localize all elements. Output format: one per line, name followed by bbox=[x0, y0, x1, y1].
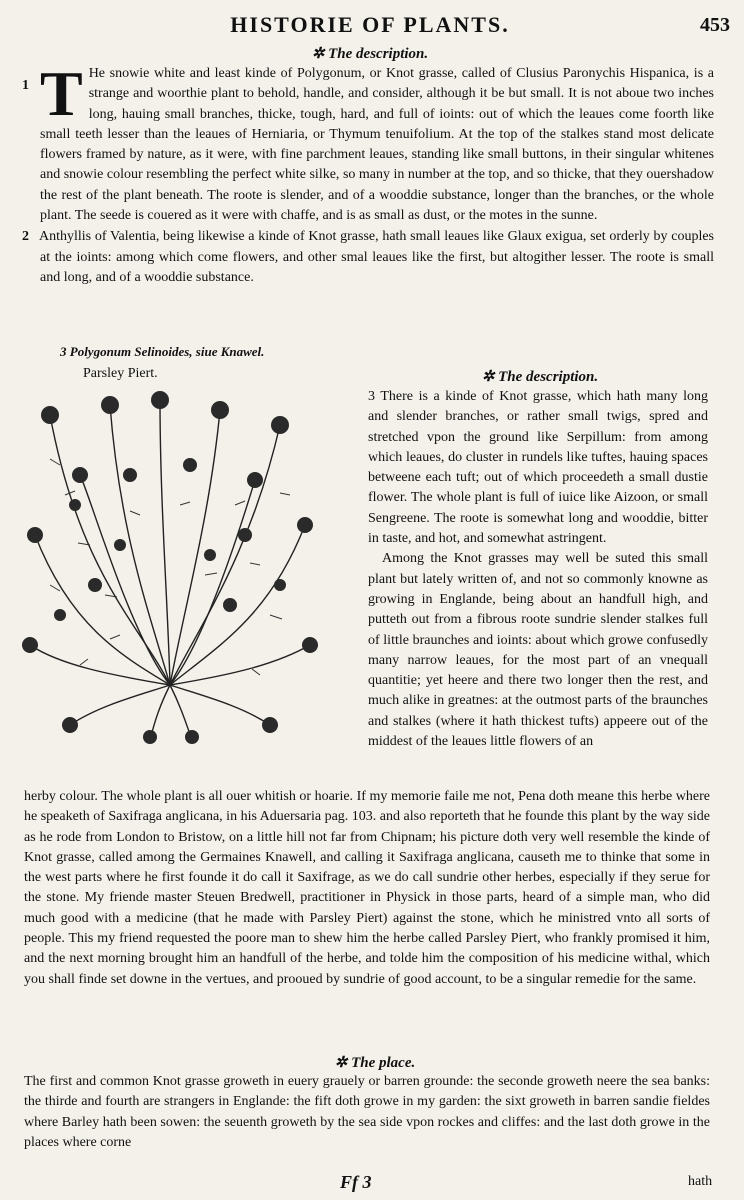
paragraph-4-full: herby colour. The whole plant is all ouer whitish or hoarie. If my memorie faile me not, Pena doth meane this herbe where he speaketh of Saxifraga anglicana, in his Aduersaria pag. 103. and also reporteth that he founde this plant by the way side as he rode from London to Bristow, on a little hill not far from Chipnam; his picture doth very well resemble the kinde of Knot grasse, called among the Germaines Knawell, and calling it Saxifraga anglicana, causeth me to thinke that some in the west parts where he first founde it do call it Saxifrage, as we do call sundrie other herbes, especially if they serue for the stone. My friende master Steuen Bredwell, practitioner in Physick in those parts, heard of a simple man, who did much good with a medicine (that he made with Parsley Piert) against the stone, which he ministred vnto all sorts of people. This my friend requested the poore man to shew him the herbe called Parsley Piert, who frankly promised it him, and the next morning brought him an handfull of the herbe, and tolde him the composition of his medicine withal, which you shall finde set downe in the vertues, and prooued by sundrie of good account, to be a singular remedie for the same. bbox=[24, 789, 710, 987]
paragraph-3: 3 There is a kinde of Knot grasse, which hath many long and slender branches, or rather small twigs, spred and stretched vpon the ground like Serpillum: from among which leaues, do cluster in rundels like tuftes, hauing spaces betweene each tuft; out of which proceedeth a small dustie flower. The whole plant is full of iuice like Aizoon, or small Sengreene. The roote is somewhat long and wooddie, bitter in taste, and hot, and somewhat astringent. bbox=[368, 389, 708, 547]
paragraph-5: The first and common Knot grasse groweth in euery grauely or barren grounde: the seconde groweth neere the sea banks: the thirde and fourth are strangers in Englande: the fift doth growe in my garden: the sixt groweth in barren sandie fieldes where Barley hath been sowen: the seuenth groweth by the sea side vpon rockes and cliffes: and the last doth growe in the places where corne bbox=[24, 1074, 710, 1150]
place-block bbox=[24, 1072, 710, 1153]
plant-woodcut-illustration bbox=[20, 385, 320, 745]
paragraph-2: Anthyllis of Valentia, being likewise a kinde of Knot grasse, hath small leaues like Glaux exigua, set orderly by couples at the ioints: among which come flowers, and other smal leaues like the first, but altogither lesser. The roote is small and long, and of a wooddie substance. bbox=[39, 229, 714, 285]
item-numeral-1: 1 bbox=[22, 78, 29, 93]
description-heading-1: ✲ The description. bbox=[311, 46, 429, 62]
plant-stems bbox=[30, 400, 310, 740]
description-heading-2: ✲ The description. bbox=[481, 369, 599, 385]
figure-caption-latin: 3 Polygonum Selinoides, siue Knawel. bbox=[60, 344, 265, 359]
paragraph-1: He snowie white and least kinde of Polygonum, or Knot grasse, called of Clusius Paronychis Hispanica, is a strange and woorthie plant to behold, handle, and consider, although it be but small. It is not aboue two inches long, hauing small branches, thicke, tough, hard, and full of ioints: out of which the leaues come foorth like small teeth lesser than the leaues of Herniaria, or Thymum tenuifolium. At the top of the stalkes stand most delicate flowers framed by nature, as it were, with fine parchment leaues, standing like small buttons, in their singular whitenes and snowie colour resembling the perfect white silke, so many in number at the top, and so thicke, that they ouershadow the rest of the plant beneath. The roote is slender, and of a wooddie substance, longer than the branches, or the whole plant. The seede is couered as it were with chaffe, and is as small as dust, or the motes in the sunne. bbox=[40, 66, 714, 224]
description-block-3-column bbox=[368, 387, 708, 752]
catchword: hath bbox=[688, 1174, 713, 1189]
drop-capital: T bbox=[40, 58, 83, 129]
page-number: 453 bbox=[700, 14, 730, 36]
plant-flower-tufts bbox=[22, 391, 318, 744]
running-title: HISTORIE OF PLANTS. bbox=[230, 12, 510, 37]
description-block-3-full bbox=[24, 787, 710, 990]
paragraph-4-column: Among the Knot grasses may well be suted this small plant but lately written of, and not so commonly knowne as growing in Englande, being about an handfull high, and putteth out from a fibrous roote sundrie slender stalkes full of little braunches and ioints: about which growe confusedly many narrow leaues, for the most part of an vnequall quantitie; yet heere and there two longer then the rest, and much alike in greatnes: at the outmost parts of the braunches and stalkes (where it hath thickest tufts) appeere out of the middest of the leaues little flowers of an bbox=[368, 551, 708, 750]
item-numeral-2: 2 bbox=[22, 229, 29, 245]
place-heading: ✲ The place. bbox=[334, 1055, 416, 1071]
signature-mark: Ff 3 bbox=[340, 1172, 372, 1192]
figure-caption-english: Parsley Piert. bbox=[83, 366, 158, 381]
description-block-1 bbox=[18, 58, 714, 288]
